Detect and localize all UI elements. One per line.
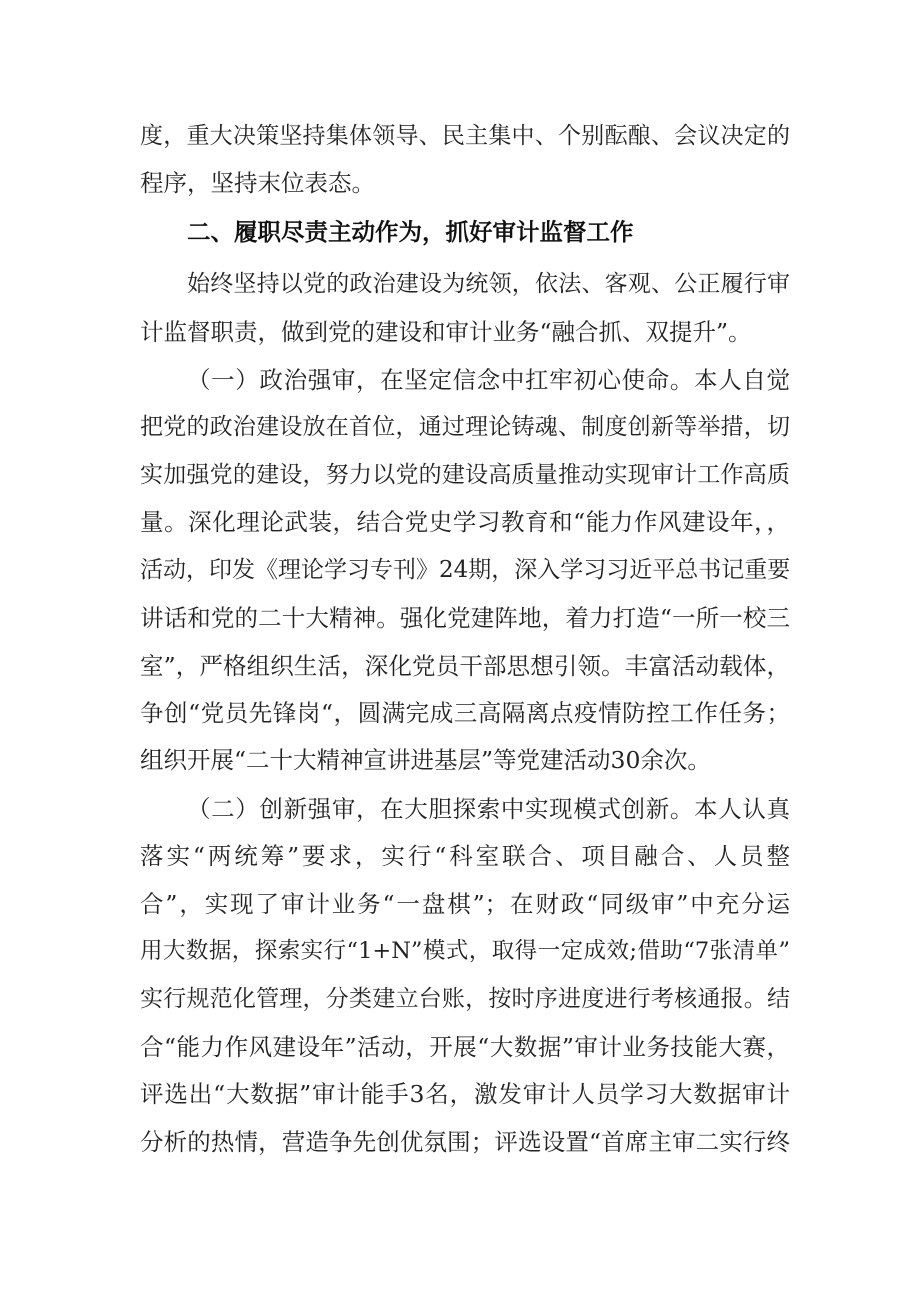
paragraph-line: 计监督职责，做到党的建设和审计业务“融合抓、双提升”。 — [140, 318, 752, 346]
paragraph-line: （一）政治强审，在坚定信念中扛牢初心使命。本人自觉 — [187, 366, 790, 394]
paragraph-line: （二）创新强审，在大胆探索中实现模式创新。本人认真 — [187, 795, 790, 823]
paragraph-line: 讲话和党的二十大精神。强化党建阵地，着力打造“一所一校三 — [140, 604, 790, 632]
paragraph-line: 始终坚持以党的政治建设为统领，依法、客观、公正履行审 — [187, 271, 790, 297]
paragraph-line: 度，重大决策坚持集体领导、民主集中、个别酝酿、会议决定的 — [140, 123, 790, 149]
paragraph-line: 量。深化理论武装，结合党史学习教育和“能力作风建设年，， — [140, 508, 790, 536]
paragraph-line: 组织开展“二十大精神宣讲进基层”等党建活动30余次。 — [140, 746, 711, 774]
paragraph-line: 程序，坚持末位表态。 — [140, 169, 375, 197]
paragraph-line: 活动，印发《理论学习专刊》24期，深入学习习近平总书记重要 — [140, 557, 791, 583]
paragraph-line: 分析的热情，营造争先创优氛围；评选设置“首席主审二实行终 — [140, 1128, 790, 1156]
section-heading: 二、履职尽责主动作为，抓好审计监督工作 — [187, 218, 634, 246]
paragraph-line: 室”，严格组织生活，深化党员干部思想引领。丰富活动载体， — [140, 652, 790, 680]
paragraph-line: 评选出“大数据”审计能手3名，激发审计人员学习大数据审计 — [140, 1080, 790, 1108]
paragraph-line: 实行规范化管理，分类建立台账，按时序进度进行考核通报。结 — [140, 986, 790, 1012]
paragraph-line: 合”，实现了审计业务“一盘棋”；在财政“同级审”中充分运 — [140, 890, 790, 918]
paragraph-line: 用大数据，探索实行“1+N”模式，取得一定成效;借助“7张清单” — [140, 938, 790, 964]
paragraph-line: 把党的政治建设放在首位，通过理论铸魂、制度创新等举措，切 — [140, 414, 790, 440]
paragraph-line: 落实“两统筹”要求，实行“科室联合、项目融合、人员整 — [140, 842, 790, 870]
paragraph-line: 争创“党员先锋岗“，圆满完成三高隔离点疫情防控工作任务； — [140, 699, 790, 727]
paragraph-line: 实加强党的建设，努力以党的建设高质量推动实现审计工作高质 — [140, 462, 790, 488]
paragraph-line: 合“能力作风建设年”活动，开展“大数据”审计业务技能大赛， — [140, 1033, 790, 1061]
